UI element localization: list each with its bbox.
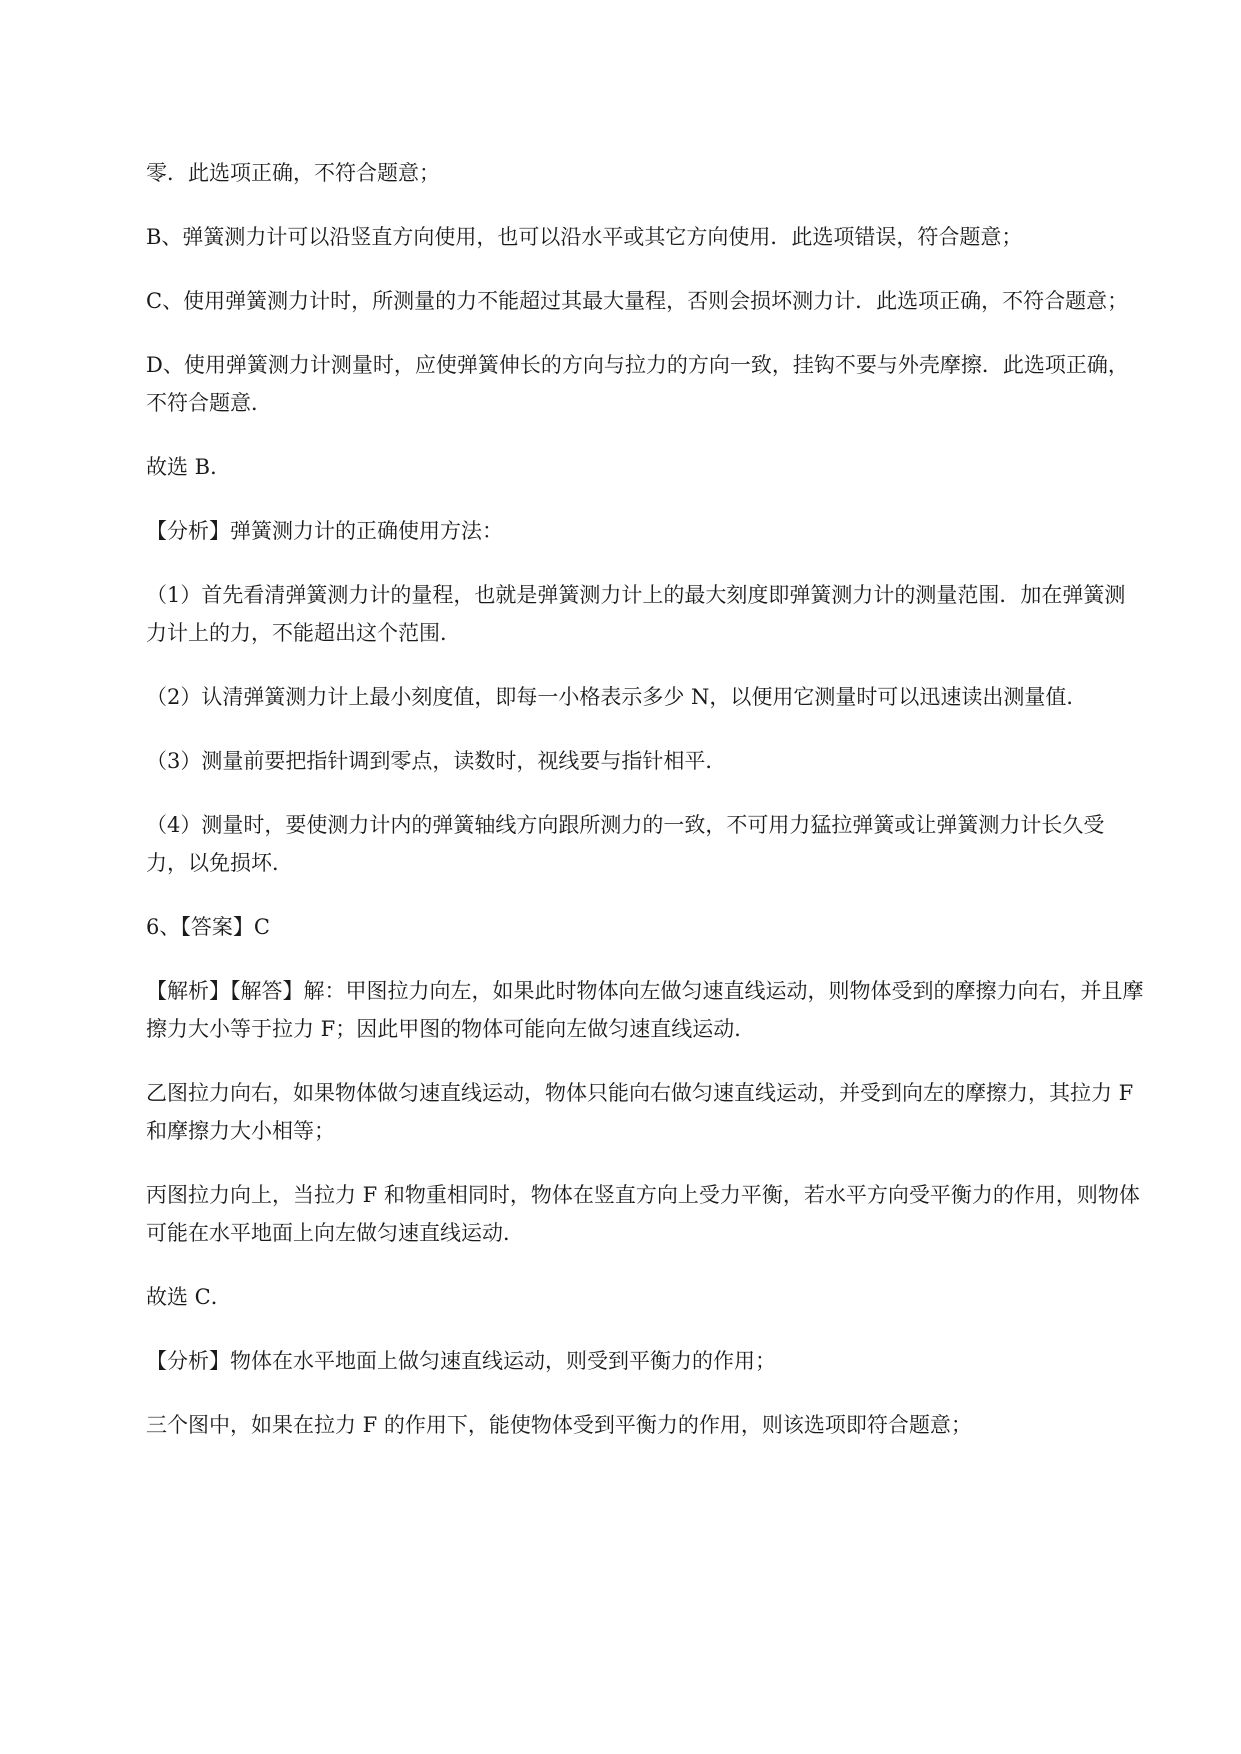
paragraph-method-2: （2）认清弹簧测力计上最小刻度值，即每一小格表示多少 N，以便用它测量时可以迅速读出测量值． (146, 685, 1088, 709)
paragraph-analysis-heading: 【分析】弹簧测力计的正确使用方法： (146, 519, 503, 543)
paragraph-solution-bing: 丙图拉力向上，当拉力 F 和物重相同时，物体在竖直方向上受力平衡，若水平方向受平衡力的作用，则物体可能在水平地面上向左做匀速直线运动． (146, 1183, 1140, 1245)
paragraph-method-1: （1）首先看清弹簧测力计的量程，也就是弹簧测力计上的最大刻度即弹簧测力计的测量范围．加在弹簧测力计上的力，不能超出这个范围． (146, 583, 1126, 645)
paragraph-choice-b: 故选 B． (146, 455, 232, 479)
paragraph-analysis-3: 三个图中，如果在拉力 F 的作用下，能使物体受到平衡力的作用，则该选项即符合题意； (146, 1413, 972, 1437)
paragraph-choice-c: 故选 C． (146, 1285, 232, 1309)
paragraph-option-c: C、使用弹簧测力计时，所测量的力不能超过其最大量程，否则会损坏测力计．此选项正确，不符合题意； (146, 289, 1129, 313)
document-body (146, 154, 1146, 1470)
paragraph-option-d: D、使用弹簧测力计测量时，应使弹簧伸长的方向与拉力的方向一致，挂钩不要与外壳摩擦．此选项正确，不符合题意． (146, 353, 1129, 415)
paragraph-option-b: B、弹簧测力计可以沿竖直方向使用，也可以沿水平或其它方向使用．此选项错误，符合题意； (146, 225, 1023, 249)
paragraph-method-4: （4）测量时，要使测力计内的弹簧轴线方向跟所测力的一致，不可用力猛拉弹簧或让弹簧测力计长久受力，以免损坏． (146, 813, 1105, 875)
paragraph-solution-yi: 乙图拉力向右，如果物体做匀速直线运动，物体只能向右做匀速直线运动，并受到向左的摩擦力，其拉力 F 和摩擦力大小相等； (146, 1081, 1134, 1143)
paragraph-option-a-conclusion: 零．此选项正确，不符合题意； (146, 161, 440, 185)
paragraph-solution-jia: 【解析】【解答】解：甲图拉力向左，如果此时物体向左做匀速直线运动，则物体受到的摩擦力向右，并且摩擦力大小等于拉力 F；因此甲图的物体可能向左做匀速直线运动． (146, 979, 1144, 1041)
paragraph-analysis-2: 【分析】物体在水平地面上做匀速直线运动，则受到平衡力的作用； (146, 1349, 776, 1373)
paragraph-method-3: （3）测量前要把指针调到零点，读数时，视线要与指针相平． (146, 749, 727, 773)
paragraph-answer-6: 6、【答案】C (146, 915, 270, 939)
